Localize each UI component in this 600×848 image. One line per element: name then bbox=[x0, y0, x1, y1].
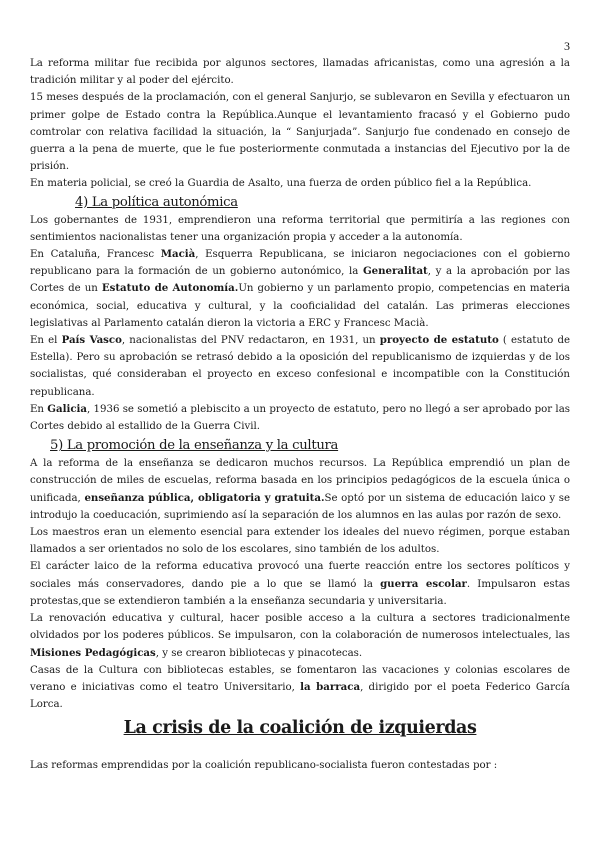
paragraph-territorial-reform: Los gobernantes de 1931, emprendieron una reforma territorial que permitiría a las regiones con sentimientos nacionalistas tener una organización propia y acceder a la autonomía. bbox=[30, 214, 570, 243]
paragraph-education-reform bbox=[30, 455, 570, 524]
bold-term-estatuto: Estatuto de Autonomía. bbox=[101, 282, 239, 295]
bold-term-guerra-escolar: guerra escolar bbox=[380, 577, 467, 590]
paragraph-guardia-asalto: En materia policial, se creó la Guardia de Asalto, una fuerza de orden público fiel a la República. bbox=[30, 178, 532, 190]
bold-term-pais-vasco: País Vasco bbox=[61, 334, 122, 347]
document-body bbox=[30, 55, 570, 775]
text-span: A la reforma de la enseñanza se dedicaron muchos recursos. La República emprendió un plan de construcción de miles de escuelas, reforma basada en los principios pedagógicos de la escuela única o unificada, bbox=[30, 458, 570, 504]
bold-term-macia: Macià bbox=[160, 248, 196, 261]
text-span: . Impulsaron estas protestas,que se extendieron también a la enseñanza secundaria y universitaria. bbox=[30, 578, 571, 607]
bold-term-generalitat: Generalitat bbox=[362, 265, 428, 278]
paragraph-maestros: Los maestros eran un elemento esencial para extender los ideales del nuevo régimen, porque estaban llamados a ser orientados no solo de los escolares, sino también de los adultos. bbox=[30, 527, 570, 556]
bold-term-proyecto-estatuto: proyecto de estatuto bbox=[379, 334, 499, 347]
paragraph-sanjurjada: 15 meses después de la proclamación, con el general Sanjurjo, se sublevaron en Sevilla y efectuaron un primer golpe de Estado contra la República.Aunque el levantamiento fracasó y el Gobierno pudo comtrolar con relativa facilidad la situación, la “ Sanjurjada”. Sanjurjo fue condenado en consejo de guerra a la pena de muerte, que le fue posteriormente conmutada a instancias del Ejecutivo por la de prisión. bbox=[30, 92, 570, 173]
text-span: Se optó por un sistema de educación laico y se introdujo la coeducación, suprimiendo así la separación de los alumnos en las aulas por razón de sexo. bbox=[30, 492, 570, 521]
text-span: Casas de la Cultura con bibliotecas estables, se fomentaron las vacaciones y colonias escolares de verano e iniciativas como el teatro Universitario, bbox=[30, 664, 570, 693]
text-span: , dirigido por el poeta Federico García Lorca. bbox=[30, 681, 570, 711]
section-heading-education: 5) La promoción de la enseñanza y la cultura bbox=[50, 438, 339, 454]
text-span: En bbox=[30, 403, 48, 415]
text-span: Un gobierno y un parlamento propio, competencias en materia económica, social, educativa y cultural, y la cooficialidad del catalán. Las primeras elecciones legislativas al Parlamento catalán dieron la victoria a ERC y Francesc Macià. bbox=[30, 283, 570, 329]
paragraph-casas-cultura bbox=[30, 662, 570, 714]
text-span: ( estatuto de Estella). Pero su aprobación se retrasó debido a la oposición del republicanismo de izquierdas y de los socialistas, qué consideraban el proyecto en exceso confesional e incompatible con la Constitución republicana. bbox=[30, 335, 571, 398]
text-span: , 1936 se sometió a plebiscito a un proyecto de estatuto, pero no llegó a ser aprobado por las Cortes debido al estallido de la Guerra Civil. bbox=[30, 403, 570, 433]
chapter-title: La crisis de la coalición de izquierdas bbox=[123, 718, 477, 739]
bold-term-misiones: Misiones Pedagógicas bbox=[30, 646, 156, 659]
text-span: , y se crearon bibliotecas y pinacotecas. bbox=[155, 647, 363, 659]
section-heading-autonomy: 4) La política autonómica bbox=[75, 194, 238, 210]
paragraph-cataluna bbox=[30, 246, 570, 332]
bold-term-barraca: la barraca bbox=[300, 680, 361, 693]
text-span: La renovación educativa y cultural, hacer posible acceso a la cultura a sectores tradicionalmente olvidados por los poderes públicos. Se impulsaron, con la colaboración de numerosos intelectuales, las bbox=[30, 613, 570, 642]
text-span: , y a la aprobación por las Cortes de un bbox=[30, 266, 570, 295]
text-span: , nacionalistas del PNV redactaron, en 1931, un bbox=[121, 335, 380, 347]
text-span: En el bbox=[30, 335, 62, 347]
bold-term-galicia: Galicia bbox=[47, 402, 87, 415]
bold-term-ensenanza: enseñanza pública, obligatoria y gratuita. bbox=[84, 491, 325, 504]
paragraph-pais-vasco bbox=[30, 332, 570, 401]
paragraph-military-reform: La reforma militar fue recibida por algunos sectores, llamadas africanistas, como una agresión a la tradición militar y al poder del ejército. bbox=[30, 58, 570, 87]
text-span: , Esquerra Republicana, se iniciaron negociaciones con el gobierno republicano para la formación de un gobierno autonómico, la bbox=[30, 249, 571, 278]
paragraph-galicia bbox=[30, 401, 570, 435]
text-span: En Cataluña, Francesc bbox=[30, 249, 161, 261]
paragraph-closing: Las reformas emprendidas por la coalición republicano-socialista fueron contestadas por : bbox=[30, 760, 498, 772]
paragraph-misiones bbox=[30, 610, 570, 662]
page-number: 3 bbox=[564, 39, 570, 53]
paragraph-guerra-escolar bbox=[30, 558, 570, 610]
text-span: El carácter laico de la reforma educativa provocó una fuerte reacción entre los sectores políticos y sociales más conservadores, dando pie a lo que se llamó la bbox=[30, 561, 570, 590]
